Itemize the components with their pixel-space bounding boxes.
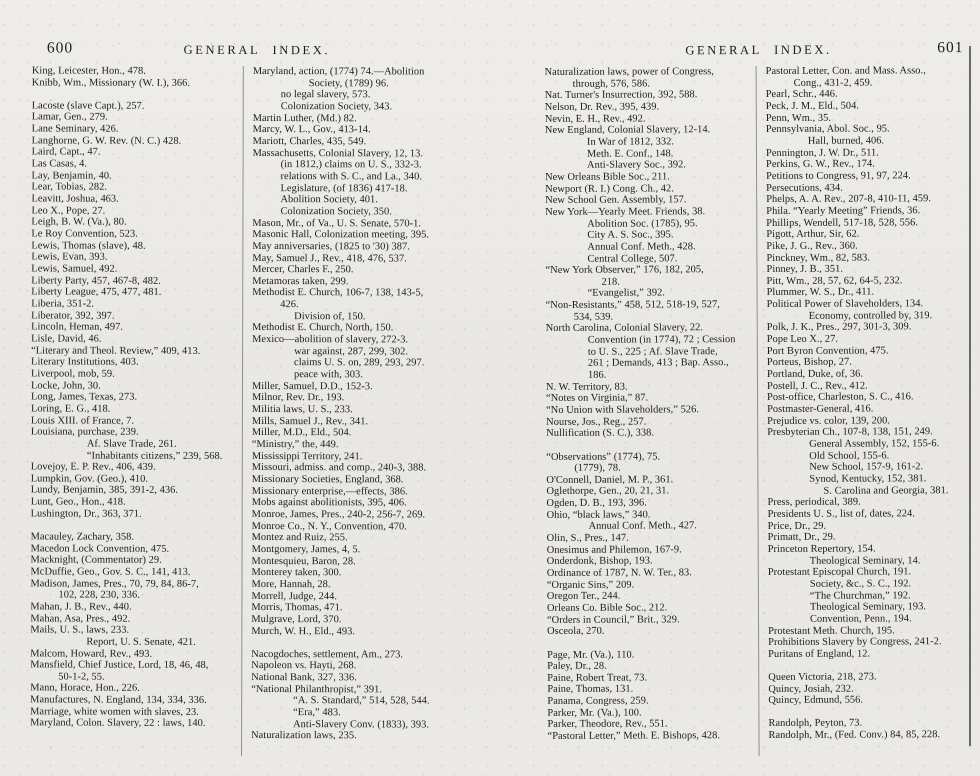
index-entry: Pinckney, Wm., 82, 583. <box>766 252 871 264</box>
index-entry: Paley, Dr., 28. <box>547 660 607 673</box>
index-entry: Lincoln, Heman, 497. <box>31 321 124 333</box>
index-entry: Princeton Repertory, 154. <box>767 543 876 555</box>
left-page <box>29 0 483 776</box>
index-entry: Parker, Mr. (Va.), 100. <box>547 707 642 719</box>
index-entry: Montez and Ruiz, 255. <box>251 532 348 544</box>
right-page-number: 601 <box>937 39 964 57</box>
index-entry: New England, Colonial Slavery, 12-14. <box>544 124 711 137</box>
index-entry: Page, Mr. (Va.), 110. <box>547 649 635 661</box>
index-entry: Postell, J. C., Rev., 412. <box>766 380 868 392</box>
index-entry: Lushington, Dr., 363, 371. <box>30 508 142 520</box>
index-entry: Leo X., Pope, 27. <box>31 205 106 217</box>
index-entry: Mails, U. S., laws, 233. <box>30 624 130 636</box>
index-entry: Mulgrave, Lord, 370. <box>251 613 342 626</box>
index-entry: Annual Conf. Meth., 428. <box>587 241 696 253</box>
index-entry: Macknight, (Commentator) 29. <box>30 554 162 567</box>
index-entry: “Ministry,” the, 449. <box>251 438 339 451</box>
index-entry: Paine, Robert Treat, 73. <box>547 672 648 684</box>
index-entry: Liverpool, mob, 59. <box>31 368 115 380</box>
index-entry: Price, Dr., 29. <box>767 520 827 532</box>
index-entry: Knibb, Wm., Missionary (W. I.), 366. <box>31 77 191 89</box>
index-entry: (1779), 78. <box>574 462 621 474</box>
index-entry: Convention, Penn., 194. <box>809 613 912 625</box>
index-entry: Prejudice vs. color, 139, 200. <box>767 415 891 427</box>
index-entry: Mariott, Charles, 435, 549. <box>252 135 367 148</box>
left-page-columns <box>29 65 483 756</box>
index-entry: Methodist E. Church, 106-7, 138, 143-5, <box>252 287 424 299</box>
index-entry: Le Roy Convention, 523. <box>31 228 138 240</box>
index-entry: Lunt, Geo., Hon., 418. <box>30 496 126 508</box>
index-entry: National Bank, 327, 336. <box>251 671 357 684</box>
index-entry: Mahan, Asa, Pres., 492. <box>30 612 131 625</box>
index-entry: Persecutions, 434. <box>766 182 843 194</box>
index-entry: “Evangelist,” 392. <box>587 287 665 300</box>
index-entry: Anti-Slavery Soc., 392. <box>587 159 687 172</box>
index-entry: Locke, John, 30. <box>30 379 101 392</box>
index-entry: Onderdonk, Bishop, 193. <box>546 555 653 568</box>
index-entry: Division of, 150. <box>294 310 366 323</box>
index-entry: Macedon Lock Convention, 475. <box>30 543 170 555</box>
index-column-2 <box>242 66 483 757</box>
index-entry: Maryland, action, (1774) 74.—Abolition <box>252 65 425 78</box>
index-entry: Lewis, Evan, 393. <box>31 251 108 263</box>
index-entry: Annual Conf. Meth., 427. <box>588 520 697 533</box>
index-entry: Literary Institutions, 403. <box>31 356 139 368</box>
index-entry: Phila. “Yearly Meeting” Friends, 36. <box>766 205 921 217</box>
index-entry: Nevin, E. H., Rev., 492. <box>544 113 646 125</box>
index-entry: Ordinance of 1787, N. W. Ter., 83. <box>546 567 692 579</box>
index-entry: Lumpkin, Gov. (Geo.), 410. <box>30 473 148 485</box>
index-entry: Madison, James, Pres., 70, 79, 84, 86-7, <box>30 577 199 590</box>
index-entry: 426. <box>280 299 299 311</box>
index-entry: New Orleans Bible Soc., 211. <box>545 171 670 183</box>
index-entry: Presidents U. S., list of, dates, 224. <box>767 508 915 520</box>
scan-edge-artifact <box>969 46 971 746</box>
index-entry: Murch, W. H., Eld., 493. <box>251 625 356 637</box>
index-entry: Abolition Society, 401. <box>280 194 378 206</box>
index-entry: Lay, Benjamin, 40. <box>31 170 112 182</box>
index-entry: Legislature, (of 1836) 417-18. <box>280 182 408 194</box>
index-entry: Economy, controlled by, 319. <box>808 310 933 322</box>
index-entry: Massachusetts, Colonial Slavery, 12, 13. <box>252 147 424 160</box>
index-entry: Marcy, W. L., Gov., 413-14. <box>252 124 371 136</box>
index-entry: Pigott, Arthur, Sir, 62. <box>766 228 860 241</box>
index-entry: claims U. S. on, 289, 293, 297. <box>294 357 425 369</box>
index-entry: New York—Yearly Meet. Friends, 38. <box>545 206 706 218</box>
index-entry: Mills, Samuel J., Rev., 341. <box>251 415 369 427</box>
left-page-header <box>31 39 483 60</box>
index-entry: Monroe Co., N. Y., Convention, 470. <box>251 520 407 532</box>
index-entry: Langhorne, G. W. Rev. (N. C.) 428. <box>31 135 182 147</box>
index-entry: Protestant Meth. Church, 195. <box>768 624 895 637</box>
index-entry: Meth. E. Conf., 148. <box>586 147 674 160</box>
index-entry: Panama, Congress, 259. <box>547 695 649 708</box>
index-entry: relations with S. C., and La., 340. <box>280 170 423 183</box>
index-entry: Milnor, Rev. Dr., 193. <box>251 392 345 404</box>
index-entry: Abolition Soc. (1785), 95. <box>587 217 698 230</box>
index-entry: Perkins, G. W., Rev., 174. <box>766 158 875 171</box>
index-entry: Paine, Thomas, 131. <box>547 684 634 696</box>
index-entry: Mason, Mr., of Va., U. S. Senate, 570-1. <box>252 217 422 229</box>
index-entry: Liberty League, 475, 477, 481. <box>31 286 162 299</box>
index-entry: Polk, J. K., Pres., 297, 301-3, 309. <box>766 321 912 334</box>
index-entry: Nat. Turner's Insurrection, 392, 588. <box>544 89 698 102</box>
index-entry: “No Union with Slaveholders,” 526. <box>546 404 700 416</box>
index-entry: “Notes on Virginia,” 87. <box>546 392 649 405</box>
index-entry: “Literary and Theol. Review,” 409, 413. <box>31 345 201 357</box>
index-entry: Napoleon vs. Hayti, 268. <box>251 660 357 672</box>
index-entry: Martin Luther, (Md.) 82. <box>252 112 357 124</box>
index-entry: Las Casas, 4. <box>31 158 88 170</box>
index-entry: North Carolina, Colonial Slavery, 22. <box>545 322 704 335</box>
index-entry: Press, periodical, 389. <box>767 496 861 509</box>
index-entry: Central College, 507. <box>587 252 678 265</box>
index-entry: Louis XIII. of France, 7. <box>30 414 135 427</box>
entry-gap <box>31 520 242 532</box>
index-entry: Mercer, Charles F., 250. <box>252 264 354 276</box>
index-entry: Af. Slave Trade, 261. <box>86 438 177 450</box>
index-entry: “Era,” 483. <box>293 707 341 719</box>
index-entry: “Organic Sins,” 209. <box>546 579 635 591</box>
index-entry: Plummer, W. S., Dr., 411. <box>766 286 875 299</box>
index-entry: Lacoste (slave Capt.), 257. <box>31 100 145 112</box>
index-entry: More, Hannah, 28. <box>251 578 331 591</box>
index-entry: May, Samuel J., Rev., 418, 476, 537. <box>252 252 407 264</box>
index-entry: Theological Seminary, 193. <box>809 601 927 613</box>
index-entry: Mansfield, Chief Justice, Lord, 18, 46, 48, <box>30 659 209 672</box>
index-column-4 <box>757 65 977 756</box>
index-entry: Mann, Horace, Hon., 226. <box>30 682 140 695</box>
index-entry: Olin, S., Pres., 147. <box>546 532 629 545</box>
index-entry: Post-office, Charleston, S. C., 416. <box>767 391 914 404</box>
index-entry: Leavitt, Joshua, 463. <box>31 193 119 205</box>
index-entry: Miller, M.D., Eld., 504. <box>251 427 352 439</box>
index-entry: Puritans of England, 12. <box>768 648 871 660</box>
index-entry: Militia laws, U. S., 233. <box>251 404 353 416</box>
entry-gap <box>768 706 976 718</box>
index-entry: Pope Leo X., 27. <box>766 333 839 346</box>
index-entry: Prohibitions Slavery by Congress, 241-2. <box>768 636 942 649</box>
index-entry: Metamoras taken, 299. <box>252 275 349 288</box>
entry-gap <box>768 660 976 672</box>
index-entry: (in 1812,) claims on U. S., 332-3. <box>280 159 422 171</box>
index-entry: “A. S. Standard,” 514, 528, 544. <box>293 695 430 707</box>
index-entry: Naturalization laws, power of Congress, <box>544 66 714 78</box>
index-entry: “Inhabitants citizens,” 239, 568. <box>86 450 223 462</box>
index-entry: “National Philanthropist,” 391. <box>251 683 383 695</box>
index-entry: Morrell, Judge, 244. <box>251 590 338 602</box>
index-entry: N. W. Territory, 83. <box>545 381 628 393</box>
index-entry: Marriage, white women with slaves, 23. <box>30 706 199 718</box>
index-entry: Lane Seminary, 426. <box>31 123 119 135</box>
index-entry: Oregon Ter., 244. <box>546 590 621 603</box>
index-entry: Hall, burned, 406. <box>807 135 885 147</box>
index-entry: Macauley, Zachary, 358. <box>30 531 134 543</box>
index-entry: Lovejoy, E. P. Rev., 406, 439. <box>30 461 156 473</box>
index-entry: Maryland, Colon. Slavery, 22 : laws, 140. <box>30 717 206 730</box>
index-entry: Nacogdoches, settlement, Am., 273. <box>251 648 404 661</box>
index-entry: Pinney, J. B., 351. <box>766 263 843 276</box>
index-entry: Queen Victoria, 218, 273. <box>768 671 877 683</box>
index-entry: Society, &c., S. C., 192. <box>809 578 912 590</box>
index-entry: Mahan, J. B., Rev., 440. <box>30 601 132 613</box>
index-entry: Malcom, Howard, Rev., 493. <box>30 647 153 660</box>
index-entry: Nullification (S. C.), 338. <box>546 427 655 440</box>
index-entry: City A. S. Soc., 395. <box>587 229 674 241</box>
index-entry: King, Leicester, Hon., 478. <box>31 65 146 77</box>
index-entry: 50-1-2, 55. <box>58 671 105 683</box>
index-entry: Leigh, B. W. (Va.), 80. <box>31 216 127 229</box>
index-entry: Phelps, A. A. Rev., 207-8, 410-11, 459. <box>766 193 932 206</box>
index-entry: Methodist E. Church, North, 150. <box>252 322 394 334</box>
index-entry: Miller, Samuel, D.D., 152-3. <box>251 380 373 393</box>
index-entry: Mississippi Territory, 241. <box>251 450 363 462</box>
index-entry: Mobs against abolitionists, 395, 406. <box>251 497 407 509</box>
index-entry: Parker, Theodore, Rev., 551. <box>547 718 668 731</box>
index-entry: Montesquieu, Baron, 28. <box>251 555 356 567</box>
index-column-3 <box>544 66 760 757</box>
index-entry: Onesimus and Philemon, 167-9. <box>546 544 682 556</box>
index-entry: General Assembly, 152, 155-6. <box>809 438 940 450</box>
right-page-title: GENERAL INDEX. <box>685 42 832 58</box>
index-entry: no legal slavery, 573. <box>280 89 371 101</box>
left-page-title: GENERAL INDEX. <box>183 42 331 58</box>
index-entry: 186. <box>587 369 607 381</box>
index-entry: Quincy, Josiah, 232. <box>768 683 854 695</box>
index-entry: Missionary Societies, England, 368. <box>251 473 404 486</box>
index-entry: Liberator, 392, 397. <box>31 310 115 322</box>
index-entry: “Orders in Council,” Brit., 329. <box>546 614 680 626</box>
index-entry: Masonic Hall, Colonization meeting, 395. <box>252 229 430 241</box>
index-entry: 218. <box>601 276 620 288</box>
index-entry: Pastoral Letter, Con. and Mass. Asso., <box>765 65 926 77</box>
index-entry: In War of 1812, 332. <box>586 136 675 148</box>
index-entry: Randolph, Mr., (Fed. Conv.) 84, 85, 228. <box>768 729 941 742</box>
index-entry: Colonization Society, 350. <box>280 205 392 218</box>
left-page-number: 600 <box>46 39 74 57</box>
index-entry: Peck, J. M., Eld., 504. <box>765 100 860 112</box>
index-entry: May anniversaries, (1825 to '30) 387. <box>252 240 410 253</box>
index-entry: “The Churchman,” 192. <box>809 589 911 602</box>
index-entry: 534, 539. <box>573 311 614 323</box>
index-column-1 <box>29 65 244 756</box>
index-entry: Morris, Thomas, 471. <box>251 602 343 614</box>
index-entry: S. Carolina and Georgia, 381. <box>823 484 949 497</box>
index-entry: New School, 157-9, 161-2. <box>809 461 924 474</box>
index-entry: Naturalization laws, 235. <box>251 730 357 742</box>
index-entry: Penn, Wm., 35. <box>765 112 832 124</box>
right-page-header <box>543 39 973 61</box>
index-entry: peace with, 303. <box>294 369 363 381</box>
index-entry: Cong., 431-2, 459. <box>793 77 873 89</box>
index-entry: Anti-Slavery Conv. (1833), 393. <box>293 718 430 731</box>
index-entry: Nelson, Dr. Rev., 395, 439. <box>544 101 660 113</box>
index-entry: Colonization Society, 343. <box>280 101 393 113</box>
index-entry: Oglethorpe, Gen., 20, 21, 31. <box>546 485 670 498</box>
index-entry: Laird, Capt., 47. <box>31 146 101 159</box>
entry-gap <box>547 637 758 649</box>
index-entry: Old School, 155-6. <box>809 450 890 462</box>
index-entry: war against, 287, 299, 302. <box>294 345 409 358</box>
index-entry: Monterey taken, 300. <box>251 567 342 579</box>
index-entry: Quincy, Edmund, 556. <box>768 694 864 707</box>
index-entry: Montgomery, James, 4, 5. <box>251 543 361 556</box>
right-page-columns <box>544 65 977 757</box>
right-page <box>543 0 976 776</box>
index-entry: Lewis, Samuel, 492. <box>31 263 118 275</box>
index-entry: Society, (1789) 96. <box>308 77 389 90</box>
index-entry: Loring, E. G., 418. <box>30 403 111 415</box>
index-entry: Ohio, “black laws,” 340. <box>546 509 651 521</box>
index-entry: Theological Seminary, 14. <box>809 554 921 567</box>
index-entry: Lisle, David, 46. <box>31 333 102 345</box>
index-entry: 102, 228, 230, 336. <box>58 589 140 601</box>
index-entry: Lundy, Benjamin, 385, 391-2, 436. <box>30 484 179 497</box>
index-entry: “Observations” (1774), 75. <box>546 450 661 463</box>
index-entry: Phillips, Wendell, 517-18, 528, 556. <box>766 216 919 229</box>
index-entry: Petitions to Congress, 91, 97, 224. <box>766 170 911 182</box>
index-entry: Ogden, D. B., 193, 396. <box>546 497 647 510</box>
index-entry: Mexico—abolition of slavery, 272-3. <box>252 334 409 346</box>
index-entry: Osceola, 270. <box>547 626 605 638</box>
index-entry: Pearl, Schr., 446. <box>765 88 838 101</box>
index-entry: Port Byron Convention, 475. <box>766 345 889 357</box>
index-entry: Protestant Episcopal Church, 191. <box>767 566 912 579</box>
index-entry: Pike, J. G., Rev., 360. <box>766 240 858 252</box>
index-entry: McDuffie, Geo., Gov. S. C., 141, 413. <box>30 566 191 578</box>
index-entry: Missionary enterprise,—effects, 386. <box>251 485 408 498</box>
index-entry: Liberia, 351-2. <box>31 298 95 310</box>
index-entry: Liberty Party, 457, 467-8, 482. <box>31 275 161 287</box>
index-entry: “Non-Resistants,” 458, 512, 518-19, 527, <box>545 299 720 312</box>
index-entry: Political Power of Slaveholders, 134. <box>766 298 924 311</box>
index-entry: Convention (in 1774), 72 ; Cession <box>587 334 736 346</box>
entry-gap <box>32 89 243 101</box>
index-entry: Louisiana, purchase, 239. <box>30 426 139 438</box>
index-entry: through, 576, 586. <box>572 78 651 90</box>
index-entry: Lewis, Thomas (slave), 48. <box>31 240 146 252</box>
index-entry: Orleans Co. Bible Soc., 212. <box>546 602 668 614</box>
index-entry: Presbyterian Ch., 107-8, 138, 151, 249. <box>767 426 933 439</box>
index-entry: New School Gen. Assembly, 157. <box>545 194 687 207</box>
entry-gap <box>251 637 481 649</box>
index-entry: Synod, Kentucky, 152, 381. <box>809 473 927 485</box>
index-entry: Lear, Tobias, 282. <box>31 181 108 194</box>
entry-gap <box>546 439 757 451</box>
index-entry: Report, U. S. Senate, 421. <box>86 636 196 648</box>
index-entry: Manufactures, N. England, 134, 334, 336. <box>30 694 207 706</box>
index-entry: Newport (R. I.) Cong. Ch., 42. <box>545 182 674 195</box>
index-entry: 261 ; Demands, 413 ; Bap. Asso., <box>587 357 729 370</box>
index-entry: “New York Observer,” 176, 182, 205, <box>545 264 704 277</box>
index-entry: Long, James, Texas, 273. <box>30 391 138 403</box>
index-entry: Monroe, James, Pres., 240-2, 256-7, 269. <box>251 508 426 521</box>
index-entry: to U. S., 225 ; Af. Slave Trade, <box>587 345 718 358</box>
index-entry: Postmaster-General, 416. <box>767 403 874 416</box>
index-entry: Nourse, Jos., Reg., 257. <box>546 416 647 428</box>
index-entry: Primatt, Dr., 29. <box>767 531 836 544</box>
index-entry: Missouri, admiss. and comp., 240-3, 388. <box>251 462 427 474</box>
index-entry: Lamar, Gen., 279. <box>31 111 108 124</box>
index-entry: Porteus, Bishop, 27. <box>766 357 852 369</box>
index-entry: Pitt, Wm., 28, 57, 62, 64-5, 232. <box>766 275 903 287</box>
index-entry: Pennsylvania, Abol. Soc., 95. <box>765 123 890 136</box>
index-entry: Portland, Duke, of, 36. <box>766 368 864 381</box>
index-entry: O'Connell, Daniel, M. P., 361. <box>546 474 674 486</box>
index-entry: Randolph, Peyton, 73. <box>768 717 863 730</box>
index-entry: “Pastoral Letter,” Meth. E. Bishops, 428. <box>547 730 721 743</box>
index-entry: Pennington, J. W. Dr., 511. <box>765 147 879 159</box>
